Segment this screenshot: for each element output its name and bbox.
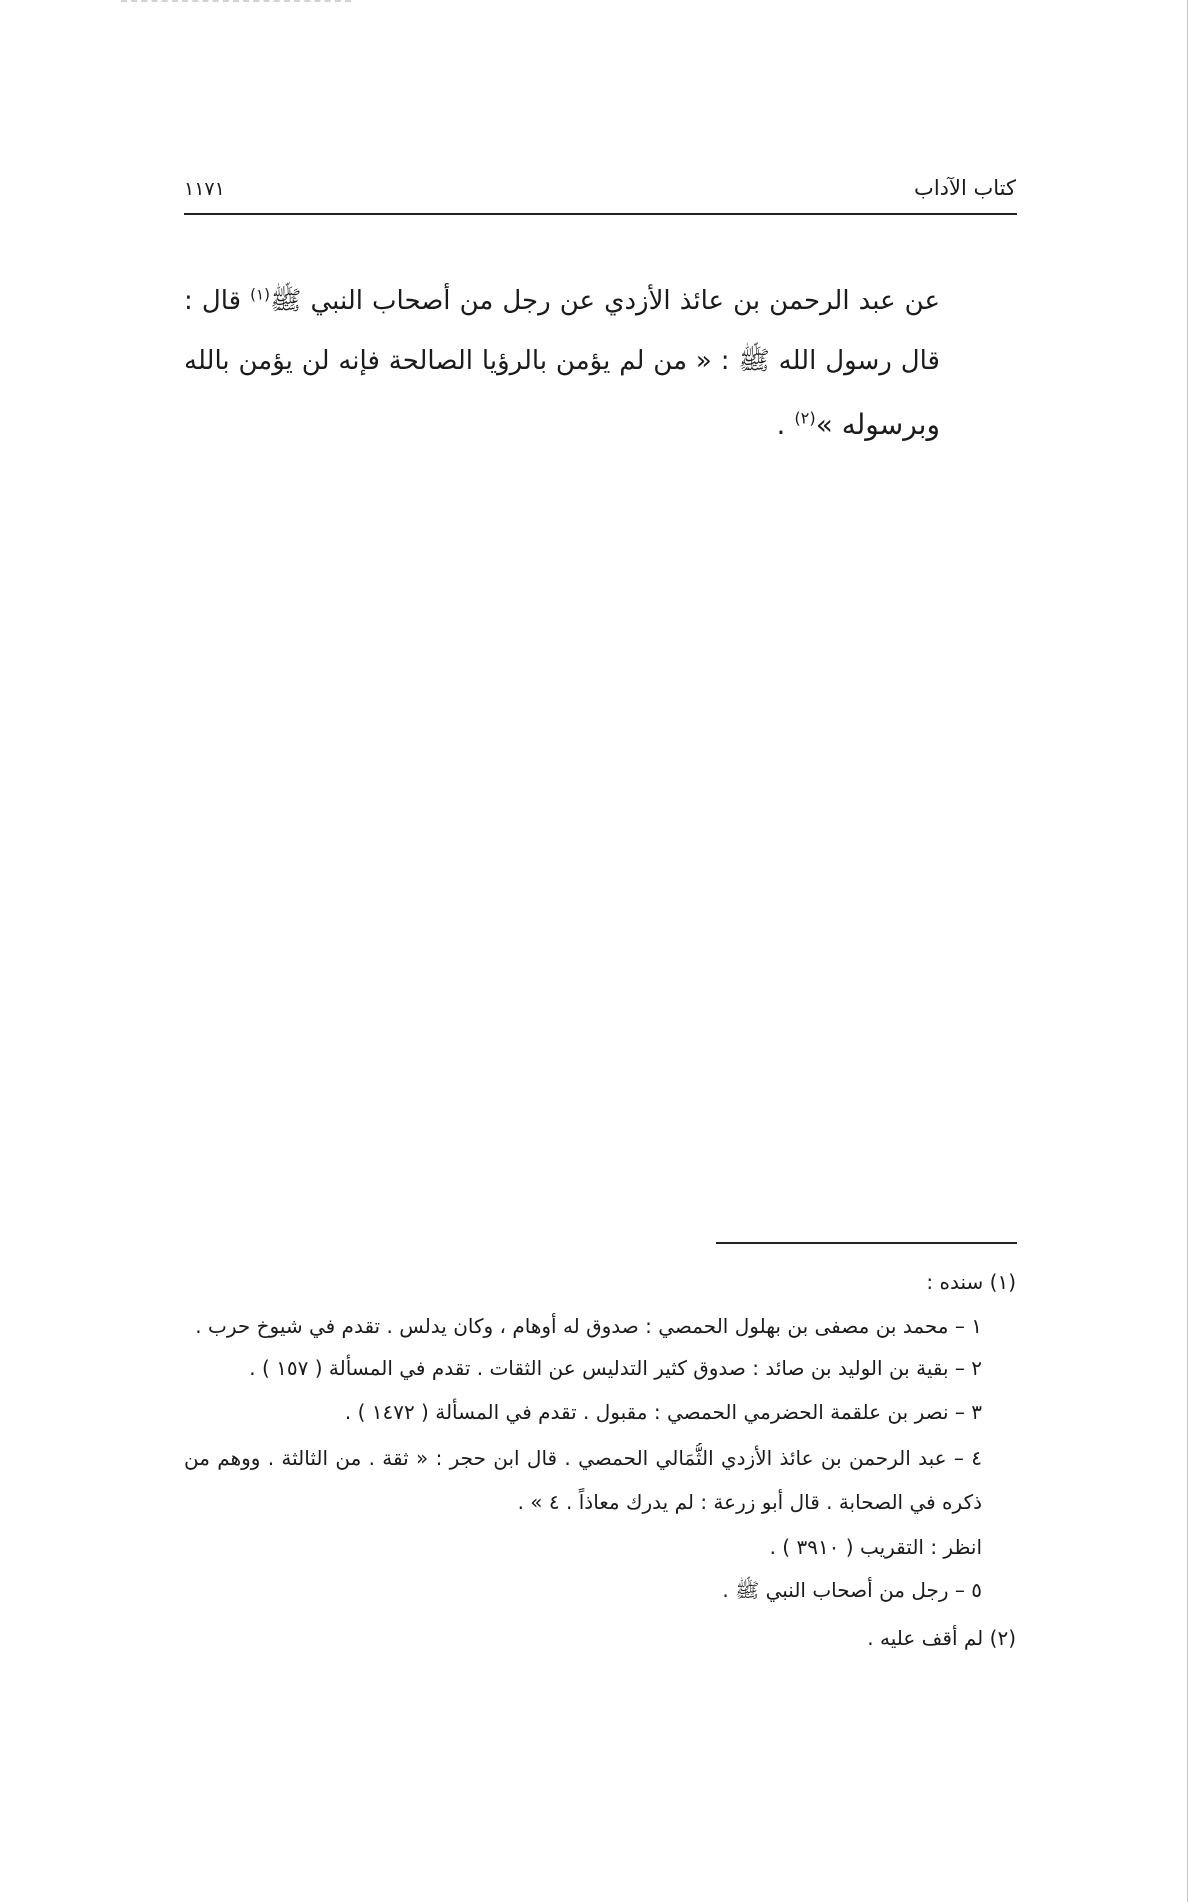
footnote-1-heading: (١) سنده : [926,1270,1016,1294]
footnote-1-narrator-1: ١ – محمد بن مصفى بن بهلول الحمصي : صدوق له أوهام ، وكان يدلس . تقدم في شيوخ حرب . [195,1314,982,1338]
footnote-1-narrator-5: ٥ – رجل من أصحاب النبي ﷺ . [722,1578,982,1602]
scan-right-edge-line [1187,0,1188,1902]
body-text-line-3-start: وبرسوله » [815,408,940,441]
body-text-line-2: قال رسول الله ﷺ : « من لم يؤمن بالرؤيا الصالحة فإنه لن يؤمن بالله [184,346,940,376]
footnote-marker-2: (٢) [794,408,816,428]
body-text-line-1-end: قال : [184,286,242,316]
body-text-line-1-start: عن عبد الرحمن بن عائذ الأزدي عن رجل من أصحاب النبي ﷺ [270,286,940,316]
footnote-1-narrator-3: ٣ – نصر بن علقمة الحضرمي الحمصي : مقبول . تقدم في المسألة ( ١٤٧٢ ) . [344,1400,982,1424]
footnote-2: (٢) لم أقف عليه . [867,1626,1016,1650]
body-text-line-3-end: . [776,408,786,441]
footnote-1-narrator-4-continued: ذكره في الصحابة . قال أبو زرعة : لم يدرك معاذاً . ٤ » . [517,1490,982,1514]
footnote-marker-1: (١) [250,285,271,304]
running-header-title: كتاب الآداب [914,176,1016,200]
footnote-1-narrator-2: ٢ – بقية بن الوليد بن صائد : صدوق كثير التدليس عن الثقات . تقدم في المسألة ( ١٥٧ ) . [249,1356,982,1380]
body-text-line-3 [184,405,940,445]
footnote-1-reference: انظر : التقريب ( ٣٩١٠ ) . [769,1535,982,1559]
page-number: ١١٧١ [184,178,225,200]
body-text-line-1 [184,281,940,321]
footnote-1-narrator-4: ٤ – عبد الرحمن بن عائذ الأزدي الثُّمَالي الحمصي . قال ابن حجر : « ثقة . من الثالثة . ووهم من [184,1446,982,1470]
header-rule [184,213,1017,215]
scan-top-edge-mark [121,0,351,2]
footnote-separator [716,1242,1017,1244]
